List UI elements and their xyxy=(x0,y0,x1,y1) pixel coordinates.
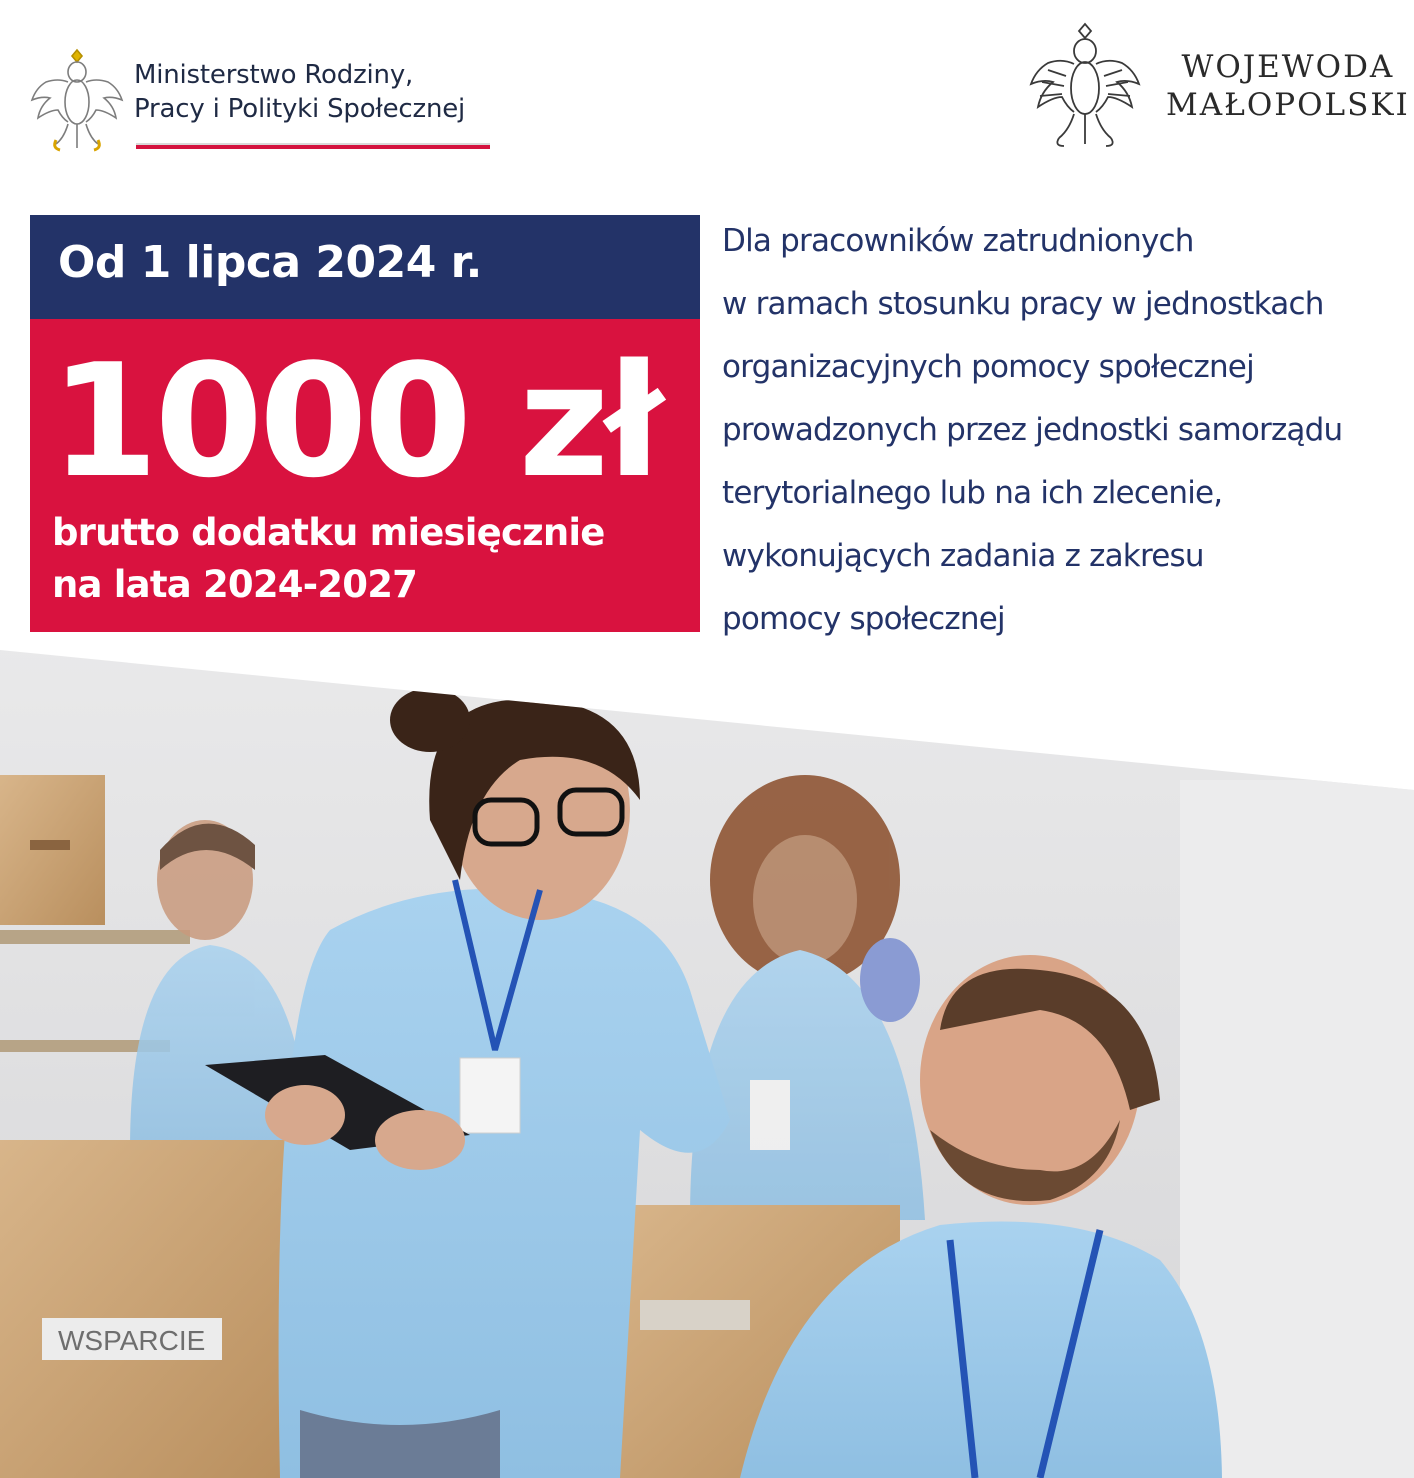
box-label: WSPARCIE xyxy=(58,1325,206,1356)
date-band xyxy=(30,215,700,319)
allowance-banner xyxy=(30,215,700,632)
voivode-logo xyxy=(1026,22,1410,150)
ministry-name xyxy=(134,58,465,126)
flag-rule xyxy=(136,143,490,149)
ministry-name-line1: Ministerstwo Rodziny, xyxy=(134,60,414,90)
description-line: wykonujących zadania z zakresu xyxy=(722,538,1204,574)
description-line: w ramach stosunku pracy w jednostkach xyxy=(722,286,1324,322)
ministry-name-line2: Pracy i Polityki Społecznej xyxy=(134,94,466,124)
description-line: Dla pracowników zatrudnionych xyxy=(722,223,1194,259)
ministry-logo xyxy=(28,48,518,158)
amount-band xyxy=(30,319,700,632)
voivode-name-line1: WOJEWODA xyxy=(1181,49,1395,85)
allowance-subtitle xyxy=(52,507,605,611)
voivode-name xyxy=(1166,48,1410,124)
eligibility-description xyxy=(722,210,1402,651)
allowance-amount: 1000 zł xyxy=(50,330,660,512)
description-line: pomocy społecznej xyxy=(722,601,1005,637)
eagle-emblem-icon xyxy=(1026,22,1144,148)
allowance-subtitle-line2: na lata 2024-2027 xyxy=(52,563,418,606)
voivode-name-line2: MAŁOPOLSKI xyxy=(1166,87,1410,123)
eagle-emblem-icon xyxy=(28,48,126,152)
description-line: terytorialnego lub na ich zlecenie, xyxy=(722,475,1223,511)
description-line: prowadzonych przez jednostki samorządu xyxy=(722,412,1343,448)
allowance-subtitle-line1: brutto dodatku miesięcznie xyxy=(52,511,605,554)
description-line: organizacyjnych pomocy społecznej xyxy=(722,349,1254,385)
effective-date: Od 1 lipca 2024 r. xyxy=(58,237,482,288)
